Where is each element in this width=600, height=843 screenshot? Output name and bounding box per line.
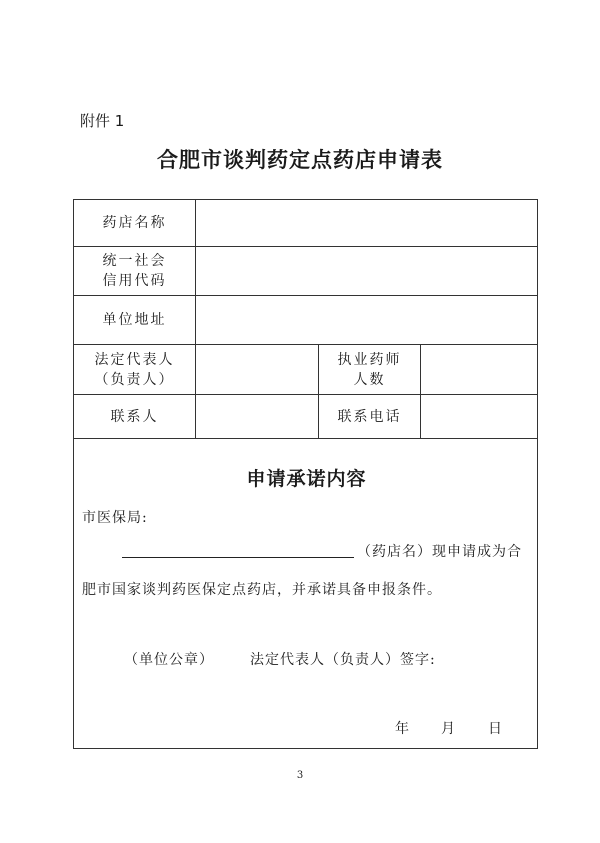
attachment-label: 附件 1	[80, 112, 125, 130]
credit-code-label-line2: 信用代码	[102, 273, 167, 289]
pharmacist-count-label	[319, 345, 420, 394]
pharmacy-name-blank[interactable]	[122, 557, 354, 558]
phone-label: 联系电话	[337, 408, 402, 425]
legal-rep-label	[74, 345, 195, 394]
pharmacy-name-label: 药店名称	[102, 215, 167, 231]
month-label: 月	[441, 721, 456, 737]
commitment-line2: 肥市国家谈判药医保定点药店，并承诺具备申报条件。	[82, 582, 442, 598]
page-number: 3	[296, 770, 304, 781]
seal-label: （单位公章）	[124, 652, 214, 668]
address-label: 单位地址	[102, 312, 167, 328]
row-divider	[74, 438, 537, 439]
legal-rep-label-line1: 法定代表人	[94, 351, 175, 368]
address-field[interactable]	[196, 296, 537, 344]
pharmacist-count-field[interactable]	[421, 345, 537, 394]
page-title: 合肥市谈判药定点药店申请表	[157, 147, 443, 172]
day-label: 日	[488, 721, 503, 737]
credit-code-field[interactable]	[196, 247, 537, 295]
legal-rep-field[interactable]	[196, 345, 318, 394]
addressee: 市医保局:	[82, 510, 148, 526]
commitment-heading: 申请承诺内容	[246, 468, 367, 490]
pharmacist-count-label-line2: 人数	[353, 371, 386, 388]
credit-code-label-line1: 统一社会	[102, 253, 167, 269]
contact-field[interactable]	[196, 395, 318, 438]
application-form	[73, 199, 538, 749]
phone-field[interactable]	[421, 395, 537, 438]
commitment-line1: （药店名）现申请成为合	[357, 544, 522, 560]
pharmacy-name-field[interactable]	[196, 200, 537, 246]
signature-label: 法定代表人（负责人）签字:	[250, 652, 436, 668]
contact-label: 联系人	[110, 408, 159, 425]
credit-code-label	[74, 247, 195, 295]
year-label: 年	[395, 721, 410, 737]
legal-rep-label-line2: （负责人）	[94, 371, 175, 388]
pharmacist-count-label-line1: 执业药师	[337, 351, 402, 368]
